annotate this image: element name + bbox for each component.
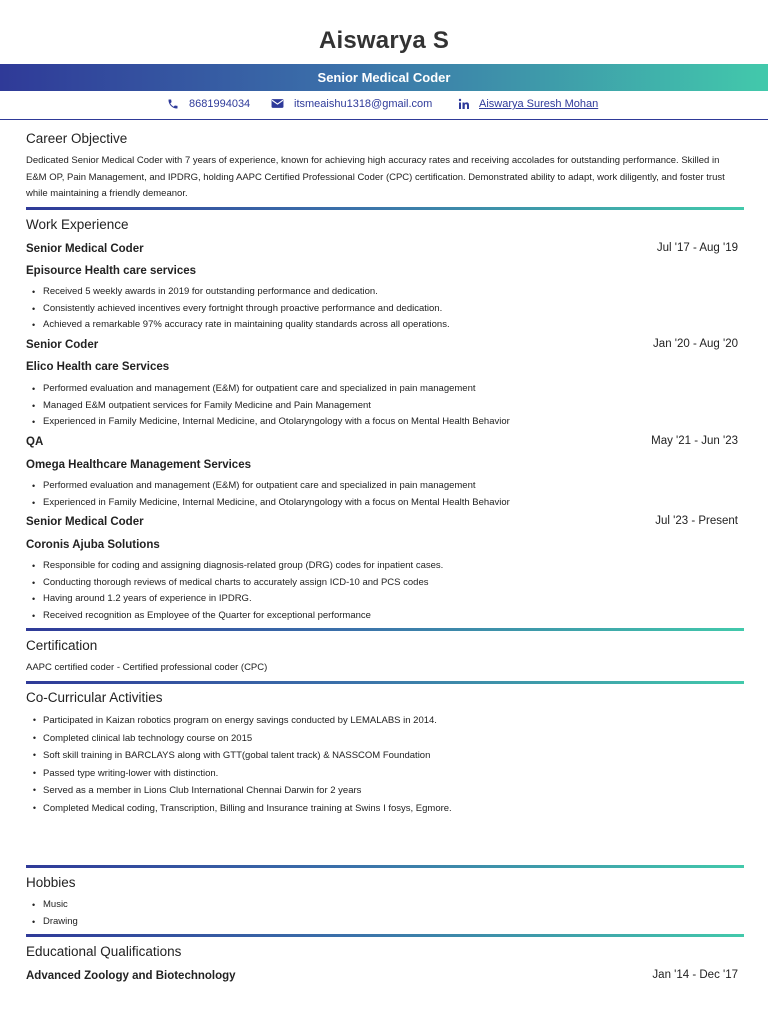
list-item: • Managed E&M outpatient services for Family Medicine and Pain Management: [30, 398, 510, 415]
list-item: • Performed evaluation and management (E&M) for outpatient care and specialized in pain management: [30, 478, 510, 495]
list-item: • Experienced in Family Medicine, Internal Medicine, and Otolaryngology with a focus on Mental Health Behavior: [30, 495, 510, 512]
career-objective-text: Dedicated Senior Medical Coder with 7 years of experience, known for achieving high accuracy rates and receiving accolades for outstanding performance. Skilled in E&M OP, Pain Management, and IPDRG, holding AAPC Certified Professional Coder (CPC) certification. Demonstrated ability to adapt, work diligently, and foster trust while maintaining a friendly demeanor.: [26, 155, 725, 199]
list-item: • Experienced in Family Medicine, Internal Medicine, and Otolaryngology with a focus on Mental Health Behavior: [30, 414, 510, 431]
list-item: • Music: [30, 897, 78, 914]
company-name: Episource Health care services: [26, 265, 197, 277]
job-dates: Jul '23 - Present: [655, 515, 738, 527]
job-bullets: [30, 381, 510, 431]
contact-row: [0, 97, 768, 113]
job-dates: Jul '17 - Aug '19: [656, 242, 738, 254]
linkedin-icon: [458, 98, 470, 110]
section-divider: [26, 865, 744, 868]
list-item: • Consistently achieved incentives every fortnight through proactive performance and dedication.: [30, 301, 450, 318]
job-bullets: [30, 558, 443, 624]
list-item: • Completed clinical lab technology course on 2015: [32, 732, 253, 744]
hobbies-heading: Hobbies: [26, 875, 76, 890]
certification-text: AAPC certified coder - Certified professional coder (CPC): [26, 662, 268, 673]
job-dates: May '21 - Jun '23: [651, 435, 738, 447]
education-heading: Educational Qualifications: [26, 944, 182, 959]
hobbies-list: [30, 897, 78, 930]
company-name: Omega Healthcare Management Services: [26, 459, 251, 471]
job-title: Senior Medical Coder: [26, 243, 144, 255]
section-divider: [26, 207, 744, 210]
list-item: • Completed Medical coding, Transcription, Billing and Insurance training at Swins I fosys, Egmore.: [32, 802, 452, 814]
company-name: Elico Health care Services: [26, 361, 170, 373]
co-curricular-list: [26, 712, 456, 817]
phone-icon: [167, 98, 179, 110]
list-item: • Received 5 weekly awards in 2019 for outstanding performance and dedication.: [30, 284, 450, 301]
job-bullets: [30, 478, 510, 511]
career-objective-heading: Career Objective: [26, 131, 128, 146]
list-item: • Having around 1.2 years of experience in IPDRG.: [30, 591, 443, 608]
section-divider: [26, 628, 744, 631]
co-curricular-heading: Co-Curricular Activities: [26, 690, 163, 705]
list-item: • Passed type writing-lower with distinction.: [32, 767, 219, 779]
list-item: • Performed evaluation and management (E&M) for outpatient care and specialized in pain management: [30, 381, 510, 398]
list-item: • Achieved a remarkable 97% accuracy rate in maintaining quality standards across all operations.: [30, 317, 450, 334]
section-divider: [26, 681, 744, 684]
job-dates: Jan '20 - Aug '20: [653, 338, 738, 350]
mail-icon: [271, 98, 284, 109]
list-item: • Served as a member in Lions Club International Chennai Darwin for 2 years: [32, 785, 362, 796]
linkedin-link[interactable]: Aiswarya Suresh Mohan: [479, 98, 599, 110]
list-item: • Conducting thorough reviews of medical charts to accurately assign ICD-10 and PCS codes: [30, 575, 443, 592]
list-item: • Participated in Kaizan robotics program on energy savings conducted by LEMALABS in 2014.: [32, 715, 437, 726]
company-name: Coronis Ajuba Solutions: [26, 539, 160, 551]
email-address: itsmeaishu1318@gmail.com: [294, 98, 433, 110]
job-title: Senior Coder: [26, 339, 99, 351]
job-title: Senior Medical Coder: [26, 516, 144, 528]
work-experience-heading: Work Experience: [26, 217, 129, 232]
section-divider: [26, 934, 744, 937]
list-item: • Received recognition as Employee of the Quarter for exceptional performance: [30, 608, 443, 625]
header-divider: [0, 119, 768, 120]
candidate-name: Aiswarya S: [318, 27, 450, 54]
list-item: • Drawing: [30, 914, 78, 931]
degree-name: Advanced Zoology and Biotechnology: [26, 970, 236, 982]
job-title: QA: [26, 436, 44, 448]
list-item: • Responsible for coding and assigning diagnosis-related group (DRG) codes for inpatient cases.: [30, 558, 443, 575]
role-banner: Senior Medical Coder: [0, 64, 768, 91]
job-bullets: [30, 284, 450, 334]
phone-number: 8681994034: [189, 98, 251, 110]
education-dates: Jan '14 - Dec '17: [652, 969, 738, 981]
certification-heading: Certification: [26, 638, 98, 653]
list-item: • Soft skill training in BARCLAYS along with GTT(gobal talent track) & NASSCOM Foundation: [32, 750, 431, 761]
